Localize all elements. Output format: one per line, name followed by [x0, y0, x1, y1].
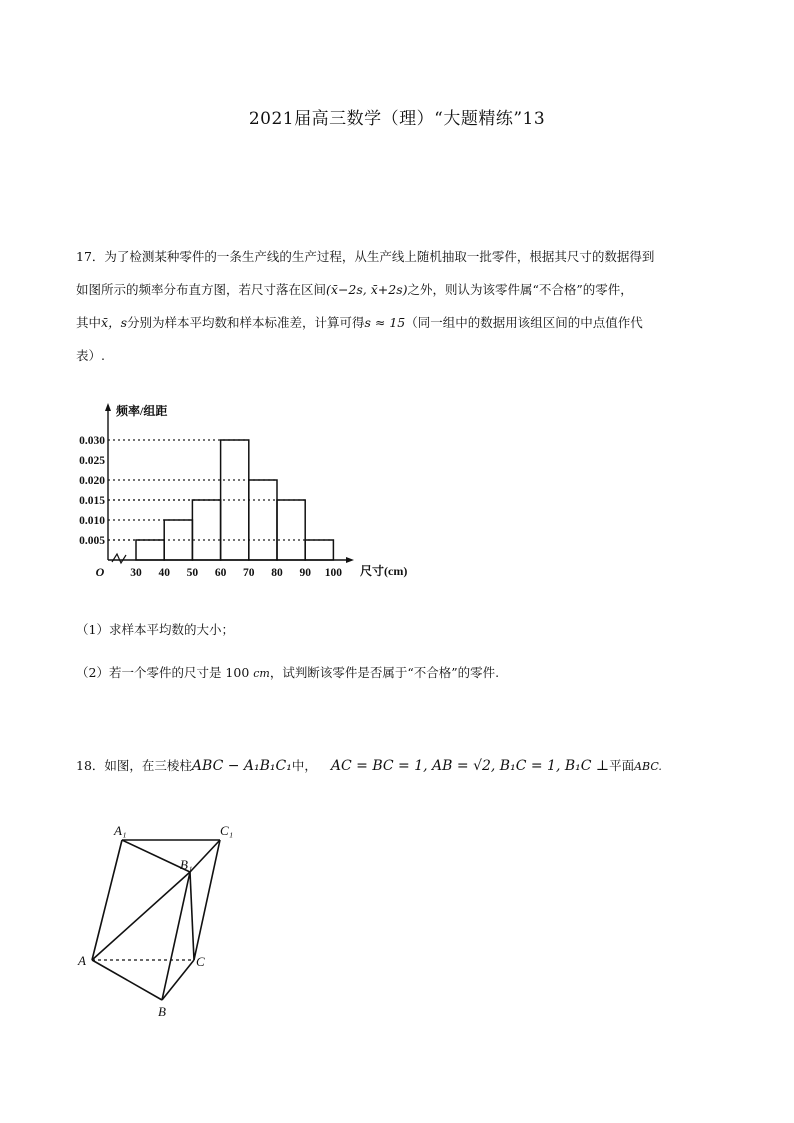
page-title: 2021届高三数学（理）“大题精练”13	[248, 109, 546, 129]
question-17	[76, 240, 726, 372]
y-tick-label: 0.025	[79, 455, 105, 467]
axis-break	[112, 554, 126, 563]
edge-c-c1	[194, 840, 220, 960]
q17-line-1	[76, 240, 726, 273]
q18-number: 18．	[76, 758, 105, 773]
q17-text-3a: 其中	[76, 315, 102, 330]
label-b: B	[158, 1004, 166, 1019]
y-tick-label: 0.030	[79, 435, 105, 447]
y-tick-label: 0.020	[79, 475, 105, 487]
x-axis-label: 尺寸(cm)	[360, 564, 408, 578]
q17-interval: (x̄−2s, x̄+2s)	[326, 282, 408, 297]
q17-text-1: 为了检测某种零件的一条生产线的生产过程，从生产线上随机抽取一批零件，根据其尺寸的数据得到	[104, 249, 655, 264]
q17-part-2-text-b: ，试判断该零件是否属于“不合格”的零件.	[269, 665, 500, 680]
x-tick-label: 40	[158, 567, 170, 579]
label-c: C	[196, 954, 205, 969]
histogram-bar	[277, 500, 305, 560]
y-axis-arrow	[105, 403, 111, 411]
q18-text-c: 平面	[609, 758, 635, 773]
prism-figure	[70, 815, 260, 1025]
label-a: A	[78, 953, 86, 968]
x-tick-label: 30	[130, 567, 142, 579]
y-tick-label: 0.015	[79, 495, 105, 507]
histogram-bar	[305, 540, 333, 560]
q17-line-3	[76, 306, 726, 339]
edge-a-a1	[92, 840, 122, 960]
x-axis-arrow	[346, 557, 354, 563]
histogram-bar	[136, 540, 164, 560]
y-tick-label: 0.010	[79, 515, 105, 527]
q17-line-2	[76, 273, 726, 306]
x-tick-label: 50	[186, 567, 199, 579]
q17-text-3b: 分别为样本平均数和样本标准差，计算可得	[126, 315, 365, 330]
question-18	[76, 756, 662, 774]
q17-number: 17．	[76, 249, 105, 264]
x-tick-label: 70	[243, 567, 255, 579]
q17-unit: cm	[253, 667, 270, 680]
x-tick-label: 60	[214, 567, 227, 579]
q18-conditions: AC = BC = 1, AB = √2, B₁C = 1, B₁C ⊥	[330, 758, 610, 774]
label-c1: C₁	[220, 823, 234, 838]
x-tick-label: 100	[324, 567, 343, 579]
label-a1: A₁	[114, 823, 127, 838]
q17-variables: x̄，s	[101, 315, 127, 330]
q17-line-4	[76, 339, 726, 372]
edge-c-b1	[190, 872, 194, 960]
q18-prism: ABC − A₁B₁C₁	[191, 758, 292, 774]
q17-part-1: （1）求样本平均数的大小；	[76, 622, 234, 637]
q17-formula: s ≈ 15	[364, 315, 406, 330]
x-tick-label: 90	[299, 567, 311, 579]
q17-part-2-text-a: （2）若一个零件的尺寸是 100	[76, 665, 254, 680]
q18-text-a: 如图，在三棱柱	[104, 758, 192, 773]
q17-text-2b: 之外，则认为该零件属“不合格”的零件，	[407, 282, 633, 297]
edge-b1-c1	[190, 840, 220, 872]
q17-text-3c: （同一组中的数据用该组区间的中点值作代	[405, 315, 643, 330]
edge-a-b	[92, 960, 162, 1000]
q17-text-4: 表）.	[76, 348, 105, 363]
y-tick-label: 0.005	[79, 535, 105, 547]
label-b1: B₁	[180, 857, 193, 872]
q17-part-2	[76, 663, 499, 681]
origin-label: O	[95, 565, 105, 579]
histogram-bar	[249, 480, 277, 560]
q17-text-2a: 如图所示的频率分布直方图，若尺寸落在区间	[76, 282, 327, 297]
histogram-bar	[192, 500, 220, 560]
q18-plane: ABC.	[634, 760, 662, 773]
edge-b-b1	[162, 872, 190, 1000]
frequency-histogram	[60, 395, 430, 595]
y-axis-label: 频率/组距	[116, 404, 168, 418]
q18-text-b: 中，	[291, 758, 317, 773]
x-tick-label: 80	[271, 567, 283, 579]
edge-a-b1	[92, 872, 190, 960]
